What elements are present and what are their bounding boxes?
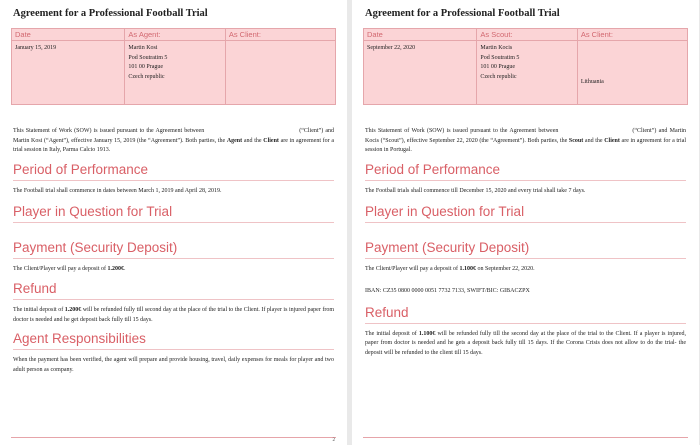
client-cell	[577, 41, 687, 105]
period-text: The Football trial shall commence in dates between March 1, 2019 and April 28, 2019.	[13, 187, 222, 194]
document-title: Agreement for a Professional Football Trial	[365, 8, 560, 19]
parties-table	[11, 28, 336, 105]
heading-player: Player in Question for Trial	[365, 204, 686, 223]
scout-country: Czech republic	[480, 73, 517, 80]
heading-payment: Payment (Security Deposit)	[365, 240, 686, 259]
client-header: As Client:	[225, 29, 335, 41]
sow-paragraph: This Statement of Work (SOW) is issued pursuant to the Agreement between (“Client”) and Martin Kosi (“Agent”), effective January 15, 2019 (the “Agreement”). Both parties, the Agent and the Client are in agreement for a trial session in Italy, Parma Calcio 1913.	[13, 128, 335, 154]
document-page-left	[0, 0, 347, 445]
scout-name: Martin Kocis	[480, 45, 513, 51]
client-header: As Client:	[577, 29, 687, 41]
document-page-right	[352, 0, 699, 445]
scout-street: Pod Soutratim 5	[480, 54, 520, 61]
refund-text: The initial deposit of 1.100€ will be refunded fully till the second day at the place of the trial to the Client. If a player is injured, paper from doctor is needed and he gets a deposit back fully till 15 days. If the Corona Crisis does not allow to do the trial- the deposit will be refunded to the client till 15 days.	[365, 330, 687, 356]
agent-city: 101 00 Prague	[128, 64, 164, 70]
agent-name: Martin Kosi	[128, 45, 158, 51]
agent-street: Pod Soutratim 5	[128, 54, 168, 61]
payment-text: The Client/Player will pay a deposit of 1.100€ on September 22, 2020.	[365, 266, 535, 273]
heading-period: Period of Performance	[13, 162, 334, 181]
heading-refund: Refund	[13, 281, 334, 300]
parties-table	[363, 28, 688, 105]
refund-text: The initial deposit of 1.200€ will be refunded fully till second day at the place of the trial to the Client. If player is injured paper from doctor is needed and he get deposit back fully till 15 days.	[13, 306, 335, 323]
date-header: Date	[364, 29, 477, 41]
iban-text: IBAN: CZ35 0800 0000 0051 7732 7133, SWIFT/BIC: GIBACZPX	[365, 287, 530, 294]
client-country: Lithuania	[580, 78, 604, 85]
agent-header: As Agent:	[125, 29, 225, 41]
payment-text: The Client/Player will pay a deposit of 1.200€.	[13, 266, 126, 273]
agent-responsibilities-text: When the payment has been verified, the agent will prepare and provide housing, travel, daily expenses for meals for player and two adult person as company.	[13, 357, 334, 373]
sow-paragraph: This Statement of Work (SOW) is issued pursuant to the Agreement between (“Client”) and Martin Kocis (“Scout”), effective September 22, 2020 (the “Agreement”). Both parties, the Scout and the Client are in agreement for a trial session in Portugal.	[365, 128, 687, 154]
footer-rule	[363, 437, 688, 438]
date-cell: September 22, 2020	[364, 41, 477, 105]
heading-refund: Refund	[365, 305, 686, 324]
heading-payment: Payment (Security Deposit)	[13, 240, 334, 259]
document-title: Agreement for a Professional Football Trial	[13, 8, 208, 19]
date-cell: January 15, 2019	[12, 41, 125, 105]
agent-country: Czech republic	[128, 73, 165, 80]
scout-city: 101 00 Prague	[480, 64, 516, 70]
agent-cell	[125, 41, 225, 105]
heading-agent-responsibilities: Agent Responsibilities	[13, 331, 334, 350]
page-number: 2	[332, 438, 335, 443]
client-cell	[225, 41, 335, 105]
heading-player: Player in Question for Trial	[13, 204, 334, 223]
footer-rule	[11, 437, 336, 438]
heading-period: Period of Performance	[365, 162, 686, 181]
date-header: Date	[12, 29, 125, 41]
scout-header: As Scout:	[477, 29, 577, 41]
period-text: The Football trials shall commence till December 15, 2020 and every trial shall take 7 days.	[365, 187, 586, 194]
scout-cell	[477, 41, 577, 105]
